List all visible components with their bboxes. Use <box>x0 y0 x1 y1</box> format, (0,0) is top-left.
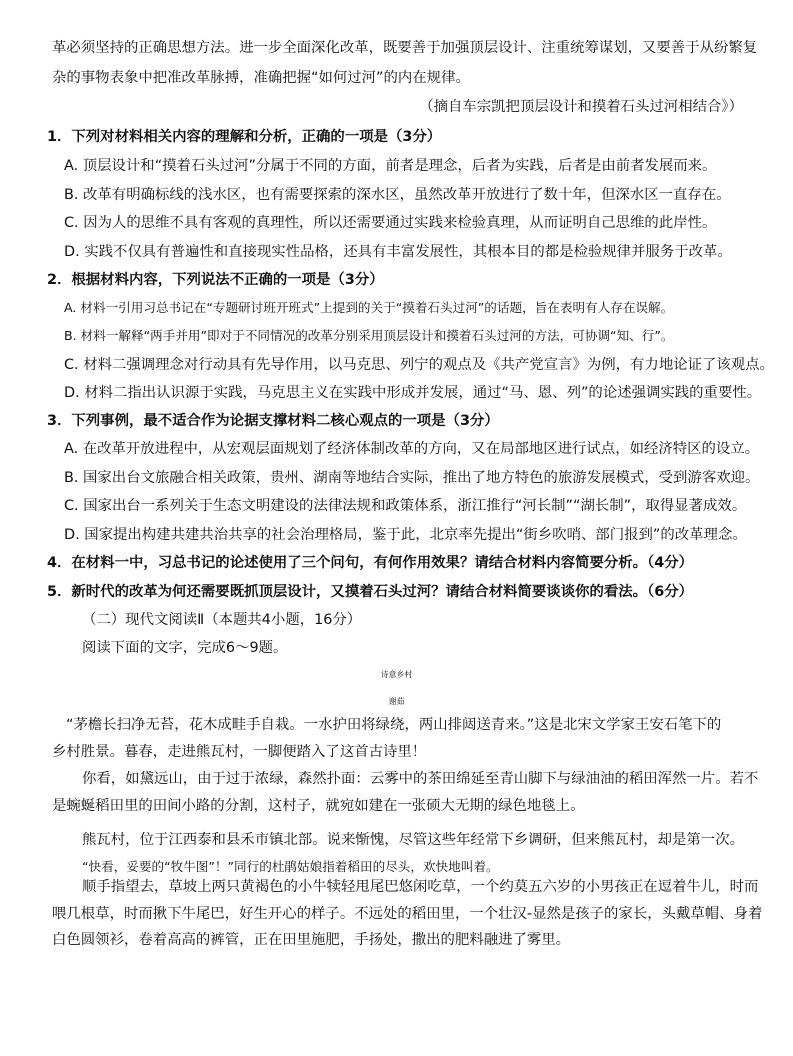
article-line: “茅檐长扫净无苔，花木成畦手自栽。一水护田将绿绕，两山排闼送青来。”这是北宋文学家王安石笔下的 <box>66 717 722 733</box>
section-heading: （二）现代文阅读Ⅱ（本题共4小题，16分） <box>82 612 362 628</box>
article-author: 谢茹 <box>388 697 405 706</box>
question-option: C. 材料二强调理念对行动具有先导作用，以马克思、列宁的观点及《共产党宣言》为例，有力地论证了该观点。 <box>64 357 774 373</box>
article-line: 熊瓦村，位于江西泰和县禾市镇北部。说来惭愧，尽管这些年经常下乡调研，但来熊瓦村，却是第一次。 <box>82 832 744 848</box>
question-option: B. 改革有明确标线的浅水区，也有需要探索的深水区，虽然改革开放进行了数十年，但深水区一直存在。 <box>64 187 731 203</box>
question-stem: 5．新时代的改革为何还需要既抓顶层设计，又摸着石头过河？请结合材料简要谈谈你的看法。（6分） <box>47 584 694 600</box>
article-title: 诗意乡村 <box>380 670 413 679</box>
article-line: 你看，如黛远山，由于过于浓绿，森然扑面：云雾中的茶田绵延至青山脚下与绿油油的稻田浑然一片。若不 <box>82 771 759 787</box>
article-line: 白色圆领衫，卷着高高的裤管，正在田里施肥，手扬处，撒出的肥料融进了雾里。 <box>52 932 571 948</box>
article-line: 乡村胜景。暮春，走进熊瓦村，一脚便踏入了这首古诗里！ <box>52 744 427 760</box>
article-line: 顺手指望去，草坡上两只黄褐色的小牛犊轻甩尾巴悠闲吃草，一个约莫五六岁的小男孩正在逗着牛儿，时而 <box>82 879 759 895</box>
article-line: “快看，妥要的“牧牛图”！”同行的杜鹃姑娘指着稻田的尽头，欢快地叫着。 <box>82 859 499 874</box>
question-stem: 3．下列事例，最不适合作为论据支撑材料二核心观点的一项是（3分） <box>47 413 499 429</box>
question-option: B. 国家出台文旅融合相关政策，贵州、湖南等地结合实际，推出了地方特色的旅游发展模式，受到游客欢迎。 <box>64 470 760 486</box>
question-option: A. 在改革开放进程中，从宏观层面规划了经济体制改革的方向，又在局部地区进行试点，如经济特区的设立。 <box>64 441 760 457</box>
question-option: B. 材料一解释“两手并用”即对于不同情况的改革分别采用顶层设计和摸着石头过河的方法，可协调“知、行”。 <box>64 328 674 343</box>
section-instruction: 阅读下面的文字，完成6～9题。 <box>82 640 288 656</box>
source-citation: （摘自车宗凯把顶层设计和摸着石头过河相结合》） <box>419 99 743 115</box>
question-option: A. 材料一引用习总书记在“专题研讨班开班式”上提到的关于“摸着石头过河”的话题，旨在表明有人存在误解。 <box>64 300 674 315</box>
article-line: 是蜿蜒稻田里的田间小路的分割，这村子，就宛如建在一张硕大无期的绿色地毯上。 <box>52 798 585 814</box>
question-option: A. 顶层设计和“摸着石头过河”分属于不同的方面，前者是理念，后者为实践，后者是由前者发展而来。 <box>64 158 717 174</box>
question-stem: 4．在材料一中，习总书记的论述使用了三个问句，有何作用效果？请结合材料内容简要分析。（4分） <box>47 555 694 571</box>
intro-line: 革必须坚持的正确思想方法。进一步全面深化改革，既要善于加强顶层设计、注重统筹谋划，又要善于从纷繁复 <box>52 40 758 56</box>
question-option: C. 国家出台一系列关于生态文明建设的法律法规和政策体系，浙江推行“河长制”“湖长制”，取得显著成效。 <box>64 498 747 514</box>
question-option: D. 国家提出构建共建共治共享的社会治理格局，鉴于此，北京率先提出“街乡吹哨、部门报到”的改革理念。 <box>64 527 747 543</box>
intro-line: 杂的事物表象中把准改革脉搏，准确把握“如何过河”的内在规律。 <box>52 70 470 86</box>
article-line: 喂几根草，时而揪下牛尾巴，好生开心的样子。不远处的稻田里，一个壮汉-显然是孩子的家长，头戴草帽、身着 <box>52 906 763 922</box>
question-option: C. 因为人的思维不具有客观的真理性，所以还需要通过实践来检验真理，从而证明自己思维的此岸性。 <box>64 215 717 231</box>
question-option: D. 材料二指出认识源于实践，马克思主义在实践中形成并发展，通过“马、恩、列”的论述强调实践的重要性。 <box>64 385 762 401</box>
question-option: D. 实践不仅具有普遍性和直接现实性品格，还具有丰富发展性，其根本目的都是检验规律并服务于改革。 <box>64 244 732 260</box>
question-stem: 2．根据材料内容，下列说法不正确的一项是（3分） <box>47 272 384 288</box>
question-stem: 1．下列对材料相关内容的理解和分析，正确的一项是（3分） <box>47 129 442 145</box>
